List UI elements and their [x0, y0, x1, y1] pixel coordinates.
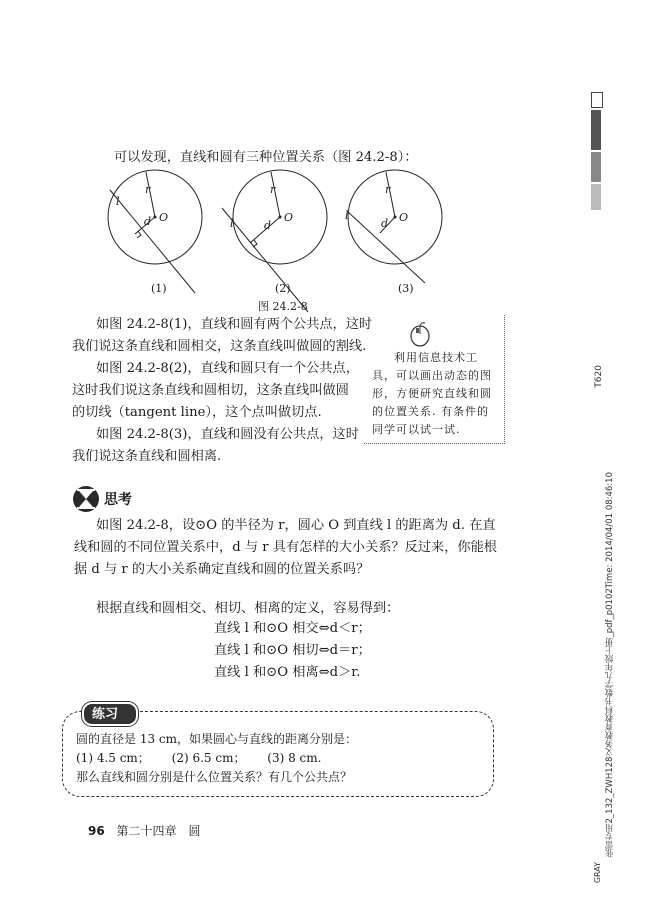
side-note-line-1: 利用信息技术工: [394, 351, 478, 364]
margin-code: T620: [594, 365, 604, 388]
rule-intersect: 直线 l 和⊙O 相交⇔d＜r；: [214, 621, 371, 636]
think-line-1: 如图 24.2-8，设⊙O 的半径为 r，圆心 O 到直线 l 的距离为 d. 在直: [96, 518, 496, 533]
side-note-line-2: 具，可以画出动态的图: [372, 369, 492, 382]
figure-caption: 图 24.2-8: [258, 300, 308, 313]
para-2-line-2: 这时我们说这条直线和圆相切，这条直线叫做圆: [72, 383, 349, 398]
label-d-3: d: [381, 217, 389, 230]
rule-separate: 直线 l 和⊙O 相离⇔d＞r.: [214, 665, 361, 680]
label-d-2: d: [264, 219, 272, 232]
registration-mark: [591, 92, 601, 212]
side-note-text: [372, 349, 492, 439]
mouse-icon: [408, 321, 432, 347]
side-note-box: [364, 315, 505, 444]
label-r-2: r: [270, 183, 276, 196]
think-icon: [72, 485, 100, 513]
para-2-line-3: 的切线（tangent line），这个点叫做切点.: [72, 405, 322, 420]
sub-label-2: (2): [275, 282, 291, 295]
option-3: (3) 8 cm.: [267, 751, 322, 765]
para-1-line-1: 如图 24.2-8(1)，直线和圆有两个公共点，这时: [96, 317, 373, 332]
label-l-3: l: [345, 209, 349, 222]
exercise-follow-up: 那么直线和圆分别是什么位置关系？有几个公共点？: [76, 770, 353, 784]
page-footer: [88, 822, 201, 839]
think-line-2: 线和圆的不同位置关系中，d 与 r 具有怎样的大小关系？反过来，你能根: [74, 540, 497, 555]
figure-24-2-8: [90, 165, 450, 315]
label-r-3: r: [385, 183, 391, 196]
sub-label-3: (3): [398, 282, 414, 295]
rule-tangent: 直线 l 和⊙O 相切⇔d＝r；: [214, 643, 371, 658]
option-2: (2) 6.5 cm；: [171, 751, 246, 765]
intro-text: 可以发现，直线和圆有三种位置关系（图 24.2-8）：: [114, 150, 418, 165]
para-3-line-1: 如图 24.2-8(3)，直线和圆没有公共点，这时: [96, 427, 359, 442]
side-note-line-3: 形，方便研究直线和圆: [372, 387, 492, 400]
label-l-2: l: [230, 217, 234, 230]
label-o-3: O: [399, 211, 409, 224]
think-body: [74, 515, 497, 581]
label-o-2: O: [284, 211, 294, 224]
exercise-body: [76, 730, 357, 787]
label-d-1: d: [144, 215, 152, 228]
think-title: 思考: [104, 492, 132, 508]
margin-gray-label: GRAY: [593, 862, 602, 884]
option-1: (1) 4.5 cm；: [76, 751, 150, 765]
exercise-question: 圆的直径是 13 cm，如果圆心与直线的距离分别是：: [76, 732, 357, 746]
conclusion-rules: [214, 618, 371, 684]
para-1-line-2: 我们说这条直线和圆相交，这条直线叫做圆的割线.: [72, 339, 367, 354]
exercise-title: 练习: [92, 707, 119, 722]
exercise-options: [76, 749, 357, 768]
side-note-line-5: 同学可以试一试.: [372, 423, 461, 436]
sub-label-1: (1): [151, 282, 167, 295]
para-3-line-2: 我们说这条直线和圆相离.: [72, 449, 222, 464]
definitions-block: [72, 314, 373, 468]
label-l-1: l: [116, 195, 120, 208]
conclusion-lead: 根据直线和圆相交、相切、相离的定义，容易得到：: [96, 601, 400, 616]
think-line-3: 据 d 与 r 的大小关系确定直线和圆的位置关系吗？: [74, 562, 370, 577]
right-angle-2: [253, 240, 257, 247]
page-number: 96: [88, 824, 105, 838]
para-2-line-1: 如图 24.2-8(2)，直线和圆只有一个公共点，: [96, 361, 359, 376]
margin-file-info: 张雷专用2_132_ZWH128义务教育教科书数学九年级上册_pdf_p0102Time: 2014/04/01 08:46:10: [605, 472, 615, 858]
chapter-label: 第二十四章 圆: [116, 824, 201, 838]
label-r-1: r: [145, 183, 151, 196]
side-note-line-4: 的位置关系. 有条件的: [372, 405, 489, 418]
label-o-1: O: [159, 211, 169, 224]
